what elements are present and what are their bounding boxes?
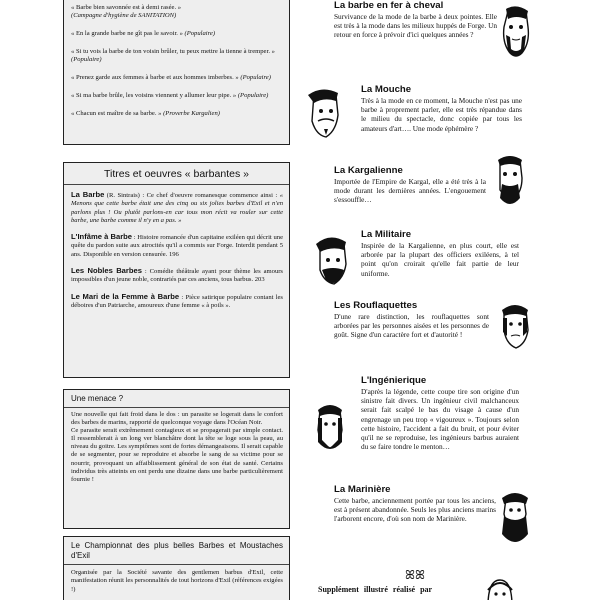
proverb: « Barbe bien savonnée est à demi rasée. » (Campagne d'hygiène de SANITATION) (71, 4, 182, 20)
title-entry: Les Nobles Barbes : Comédie théâtrale ayant pour thème les amours impossibles d'un jeune noble, contrariés par ces anciens, tous barbus. 203 (71, 266, 283, 284)
proverb: « Prenez garde aux femmes à barbe et aux hommes imberbes. » (Populaire) (71, 73, 271, 81)
beard-mariniere-icon (496, 490, 534, 546)
style-title: La Kargalienne (334, 165, 403, 176)
championnat-heading: Le Championnat des plus belles Barbes et Moustaches d'Exil (64, 541, 289, 565)
style-title: La Mouche (361, 84, 412, 95)
style-text: Cette barbe, anciennement portée par tous les anciens, est à présent abandonnée. Seuls les plus anciens marins l'arborent encore, d'où son nom de Marinière. (334, 496, 496, 524)
titles-box (63, 162, 290, 378)
style-mouche (361, 84, 522, 133)
beard-mouche-icon (300, 85, 346, 143)
style-militaire (361, 229, 519, 278)
championnat-body: Organisée par la Société savante des gentlemen barbus d'Exil, cette manifestation réunit les personnalités de tout horizons d'Exil (références exigées !) (71, 569, 283, 593)
menace-paragraph: Une nouvelle qui fait froid dans le dos : un parasite se logerait dans le confort des barbes de marins, rapporté de quelconque voyage dans l'Océan Noir. (71, 411, 283, 427)
style-mariniere (334, 484, 496, 524)
menace-box (63, 389, 290, 529)
menace-heading: Une menace ? (64, 394, 289, 408)
author-portrait-icon (478, 576, 522, 600)
style-text: Importée de l'Empire de Kargal, elle a été très à la mode durant les dernières années. L'engouement s'essouffle… (334, 177, 486, 205)
style-text: D'une rare distinction, les rouflaquettes sont arborées par les personnes aisées et les personnes de goût. Signe d'un caractère fort et d'autorité ! (334, 312, 489, 340)
proverb: « Si ma barbe brûle, les voisins viennent y allumer leur pipe. » (Populaire) (71, 91, 269, 99)
style-kargalienne (334, 165, 486, 205)
menace-paragraph: Ce parasite serait extrêmement contagieux et se propagerait par simple contact. Il ressemblerait à un long ver blanchâtre dont la tête se loge sous la peau, au niveau du goitre. Les symptômes sont de fortes démangeaisons. Il serait capable de se segmenter, pour se reproduire et absorbe le sang de sa victime pour se nourrir, provoquant un affaiblissement général de son état de santé. Certains individus très atteints en ont perdu une dizaine dans une barbe particulièrement fournie ! (71, 427, 283, 483)
style-rouflaquettes (334, 300, 489, 340)
style-text: D'après la légende, cette coupe tire son origine d'un sinistre fait divers. Un ingénieur civil malchanceux serait fait scalpé le bas du visage à cause d'un engrenage un peu trop « vigoureux ». Toujours selon cette histoire, l'accident a fait du bruit, et pour éviter qu'il ne se reproduise, les ingénieurs barbus auraient du se faire tondre le menton… (361, 387, 519, 452)
beard-ingenierique-icon (310, 400, 350, 460)
style-text: Survivance de la mode de la barbe à deux pointes. Elle est très à la mode dans les milieux huppés de Forge. Un retour en force à prévoir d'ici quelques années ? (334, 12, 497, 40)
proverb: « En la grande barbe ne gît pas le savoir. » (Populaire) (71, 30, 216, 38)
ornament-dingbat: ꕤꕤ (405, 568, 425, 582)
title-entry: La Barbe (R. Sintrais) : Ce chef d'oeuvre romanesque commence ainsi : « Menons que cette barbe était une des cinq ou six jolies barbes d'Exil et n'en parlons plus ! Ou plutôt parlons-en car tous mon récit va rouler sur cette barbe, une barbe comme il n'y en a pas. » (71, 190, 284, 224)
beard-kargalienne-icon (490, 152, 530, 210)
championnat-box (63, 536, 290, 600)
proverb: « Si tu vois la barbe de ton voisin brûler, tu peux mettre la tienne à tremper. » (Populaire) (71, 47, 275, 64)
style-fer-a-cheval (334, 0, 497, 40)
style-text: Inspirée de la Kargalienne, en plus court, elle est arborée par la plupart des officiers exiléens, à tel point qu'on croirait qu'elle fait partie de leur uniforme. (361, 241, 519, 278)
beard-militaire-icon (306, 232, 356, 290)
title-entry: L'Infâme à Barbe : Histoire romancée d'un capitaine exiléen qui décrit une quête du pardon suite aux atrocités qu'il a commis sur Forge. Interdit pendant 5 ans. Disponible en version censurée. 196 (71, 232, 283, 258)
proverbs-box (63, 0, 290, 145)
titles-heading: Titres et oeuvres « barbantes » (64, 168, 289, 185)
style-title: L'Ingénierique (361, 375, 427, 386)
proverb: « Chacun est maître de sa barbe. » (Proverbe Kargalien) (71, 109, 220, 117)
title-entry: Le Mari de la Femme à Barbe : Pièce satirique populaire contant les déboires d'un Patriarche, amoureux d'une femme « à poils ». (71, 291, 284, 309)
style-title: Les Rouflaquettes (334, 300, 418, 311)
supplement-credit: Supplément illustré réalisé par (318, 585, 433, 594)
style-ingenierique (361, 375, 519, 451)
style-text: Très à la mode en ce moment, la Mouche n'est pas une barbe à proprement parler, elle est très répandue dans le milieu du spectacle, donc copiée par tous les amateurs d'art…. Une mode éphémère ? (361, 96, 522, 133)
beard-rouflaquettes-icon (494, 302, 536, 354)
beard-horseshoe-icon (496, 5, 536, 65)
style-title: La Militaire (361, 229, 412, 240)
style-title: La Marinière (334, 484, 391, 495)
style-title: La barbe en fer à cheval (334, 0, 444, 11)
